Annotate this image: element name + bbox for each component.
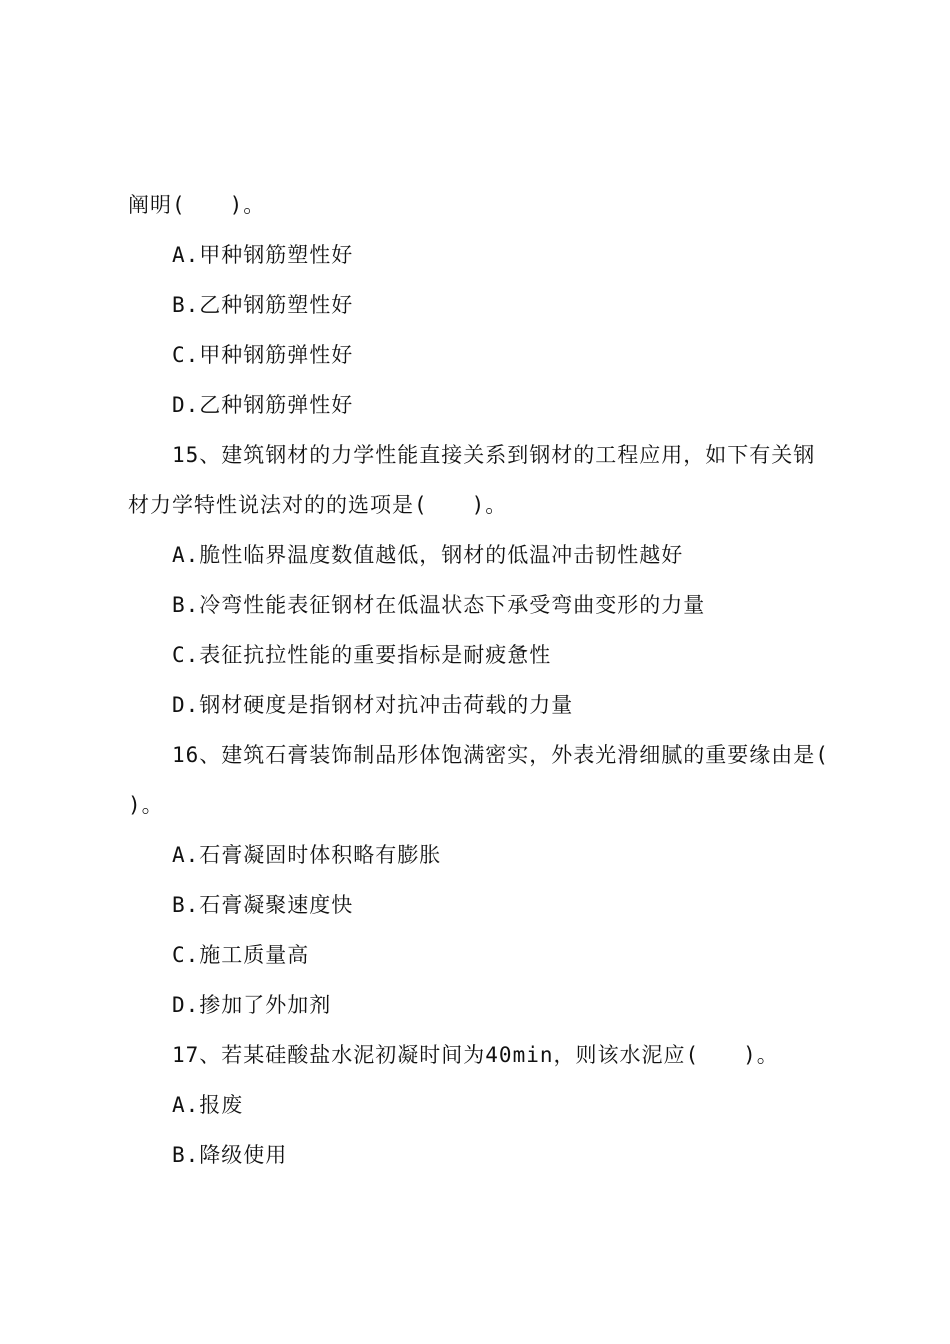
question-14-stem-end: 阐明( )。 bbox=[128, 193, 266, 217]
question-15-option-d: D.钢材硬度是指钢材对抗冲击荷载的力量 bbox=[172, 693, 574, 717]
question-16-option-d: D.掺加了外加剂 bbox=[172, 993, 332, 1017]
question-16-stem-continued: )。 bbox=[128, 793, 164, 817]
question-15-option-c: C.表征抗拉性能的重要指标是耐疲惫性 bbox=[172, 643, 552, 667]
question-17-stem: 17、若某硅酸盐水泥初凝时间为40min，则该水泥应( )。 bbox=[172, 1043, 779, 1067]
question-14-option-c: C.甲种钢筋弹性好 bbox=[172, 343, 354, 367]
question-15-option-a: A.脆性临界温度数值越低，钢材的低温冲击韧性越好 bbox=[172, 543, 684, 567]
question-14-option-d: D.乙种钢筋弹性好 bbox=[172, 393, 354, 417]
question-17-option-a: A.报废 bbox=[172, 1093, 244, 1117]
question-16-stem: 16、建筑石膏装饰制品形体饱满密实，外表光滑细腻的重要缘由是( bbox=[172, 743, 829, 767]
question-17-option-b: B.降级使用 bbox=[172, 1143, 288, 1167]
question-16-option-a: A.石膏凝固时体积略有膨胀 bbox=[172, 843, 442, 867]
question-16-option-b: B.石膏凝聚速度快 bbox=[172, 893, 354, 917]
question-16-option-c: C.施工质量高 bbox=[172, 943, 310, 967]
question-15-option-b: B.冷弯性能表征钢材在低温状态下承受弯曲变形的力量 bbox=[172, 593, 706, 617]
question-14-option-b: B.乙种钢筋塑性好 bbox=[172, 293, 354, 317]
question-15-stem-continued: 材力学特性说法对的的选项是( )。 bbox=[128, 493, 508, 517]
question-14-option-a: A.甲种钢筋塑性好 bbox=[172, 243, 354, 267]
question-15-stem: 15、建筑钢材的力学性能直接关系到钢材的工程应用，如下有关钢 bbox=[172, 443, 816, 467]
